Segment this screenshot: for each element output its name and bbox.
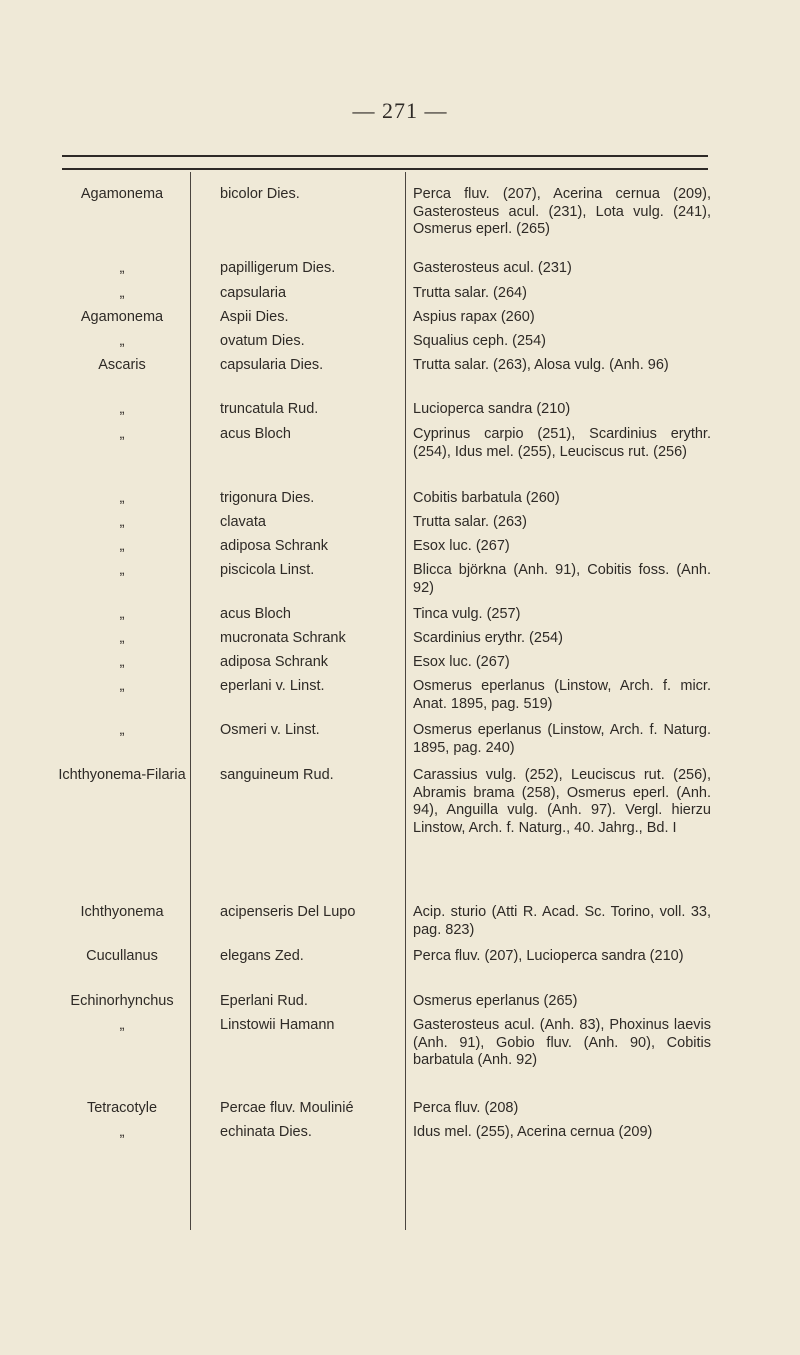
host-cell: Osmerus eperlanus (Linstow, Arch. f. Naturg. 1895, pag. 240) xyxy=(413,722,711,756)
host-cell: Scardinius erythr. (254) xyxy=(413,630,563,646)
species-cell: capsularia xyxy=(220,285,287,301)
host-cell: Esox luc. (267) xyxy=(413,654,510,670)
species-cell: ovatum Dies. xyxy=(220,333,305,349)
genus-cell: „ xyxy=(119,630,125,646)
species-cell: sanguineum Rud. xyxy=(220,767,334,783)
genus-cell: „ xyxy=(119,426,125,442)
host-cell: Lucioperca sandra (210) xyxy=(413,401,571,417)
genus-cell: „ xyxy=(119,260,125,276)
species-cell: acipenseris Del Lupo xyxy=(220,904,356,920)
species-cell: acus Bloch xyxy=(220,606,291,622)
column-divider xyxy=(190,172,191,1230)
species-cell: Osmeri v. Linst. xyxy=(220,722,320,738)
species-cell: Percae fluv. Moulinié xyxy=(220,1100,354,1116)
species-cell: mucronata Schrank xyxy=(220,630,346,646)
species-cell: echinata Dies. xyxy=(220,1124,312,1140)
genus-cell: „ xyxy=(119,1124,125,1140)
genus-cell: „ xyxy=(119,654,125,670)
species-cell: truncatula Rud. xyxy=(220,401,319,417)
host-cell: Cyprinus carpio (251), Scardinius erythr. (254), Idus mel. (255), Leuciscus rut. (256) xyxy=(413,426,711,460)
host-cell: Perca fluv. (208) xyxy=(413,1100,519,1116)
host-cell: Idus mel. (255), Acerina cernua (209) xyxy=(413,1124,653,1140)
species-cell: capsularia Dies. xyxy=(220,357,324,373)
genus-cell: „ xyxy=(119,538,125,554)
host-cell: Gasterosteus acul. (Anh. 83), Phoxinus laevis (Anh. 91), Gobio fluv. (Anh. 90), Cobitis barbatula (Anh. 92) xyxy=(413,1017,711,1068)
header-rule xyxy=(62,168,708,170)
genus-cell: Ichthyonema-Filaria xyxy=(58,767,186,783)
genus-cell: „ xyxy=(119,678,125,694)
species-cell: piscicola Linst. xyxy=(220,562,315,578)
species-cell: Aspii Dies. xyxy=(220,309,289,325)
genus-cell: „ xyxy=(119,606,125,622)
species-cell: adiposa Schrank xyxy=(220,538,329,554)
genus-cell: „ xyxy=(119,285,125,301)
species-cell: clavata xyxy=(220,514,266,530)
genus-cell: „ xyxy=(119,562,125,578)
host-cell: Squalius ceph. (254) xyxy=(413,333,546,349)
host-cell: Osmerus eperlanus (265) xyxy=(413,993,578,1009)
species-cell: trigonura Dies. xyxy=(220,490,315,506)
genus-cell: Ascaris xyxy=(98,357,146,373)
genus-cell: Echinorhynchus xyxy=(70,993,174,1009)
genus-cell: Cucullanus xyxy=(86,948,158,964)
genus-cell: „ xyxy=(119,722,125,738)
host-cell: Acip. sturio (Atti R. Acad. Sc. Torino, voll. 33, pag. 823) xyxy=(413,904,711,938)
species-cell: Eperlani Rud. xyxy=(220,993,308,1009)
host-cell: Gasterosteus acul. (231) xyxy=(413,260,572,276)
host-cell: Trutta salar. (263) xyxy=(413,514,527,530)
genus-cell: Agamonema xyxy=(80,309,164,325)
species-cell: adiposa Schrank xyxy=(220,654,329,670)
host-cell: Perca fluv. (207), Acerina cernua (209), Gasterosteus acul. (231), Lota vulg. (241), Osmerus eperl. (265) xyxy=(413,186,711,237)
species-cell: papilligerum Dies. xyxy=(220,260,336,276)
column-divider xyxy=(405,172,406,1230)
genus-cell: „ xyxy=(119,514,125,530)
genus-cell: „ xyxy=(119,1017,125,1033)
species-cell: bicolor Dies. xyxy=(220,186,300,202)
genus-cell: Agamonema xyxy=(80,186,164,202)
species-cell: acus Bloch xyxy=(220,426,291,442)
host-cell: Aspius rapax (260) xyxy=(413,309,535,325)
top-rule xyxy=(62,155,708,157)
host-cell: Osmerus eperlanus (Linstow, Arch. f. micr. Anat. 1895, pag. 519) xyxy=(413,678,711,712)
species-cell: Linstowii Hamann xyxy=(220,1017,335,1033)
host-cell: Carassius vulg. (252), Leuciscus rut. (256), Abramis brama (258), Osmerus eperl. (Anh. 94), Anguilla vulg. (Anh. 97). Vergl. hierzu Linstow, Arch. f. Naturg., 40. Jahrg., Bd. I xyxy=(413,767,711,836)
host-cell: Trutta salar. (263), Alosa vulg. (Anh. 96) xyxy=(413,357,669,373)
species-cell: elegans Zed. xyxy=(220,948,304,964)
species-cell: eperlani v. Linst. xyxy=(220,678,325,694)
genus-cell: „ xyxy=(119,401,125,417)
host-cell: Tinca vulg. (257) xyxy=(413,606,521,622)
host-cell: Cobitis barbatula (260) xyxy=(413,490,560,506)
genus-cell: Tetracotyle xyxy=(86,1100,158,1116)
host-cell: Perca fluv. (207), Lucioperca sandra (210) xyxy=(413,948,684,964)
genus-cell: Ichthyonema xyxy=(80,904,164,920)
page-number: — 271 — xyxy=(352,98,448,123)
genus-cell: „ xyxy=(119,333,125,349)
host-cell: Esox luc. (267) xyxy=(413,538,510,554)
genus-cell: „ xyxy=(119,490,125,506)
host-cell: Trutta salar. (264) xyxy=(413,285,527,301)
host-cell: Blicca björkna (Anh. 91), Cobitis foss. (Anh. 92) xyxy=(413,562,711,596)
